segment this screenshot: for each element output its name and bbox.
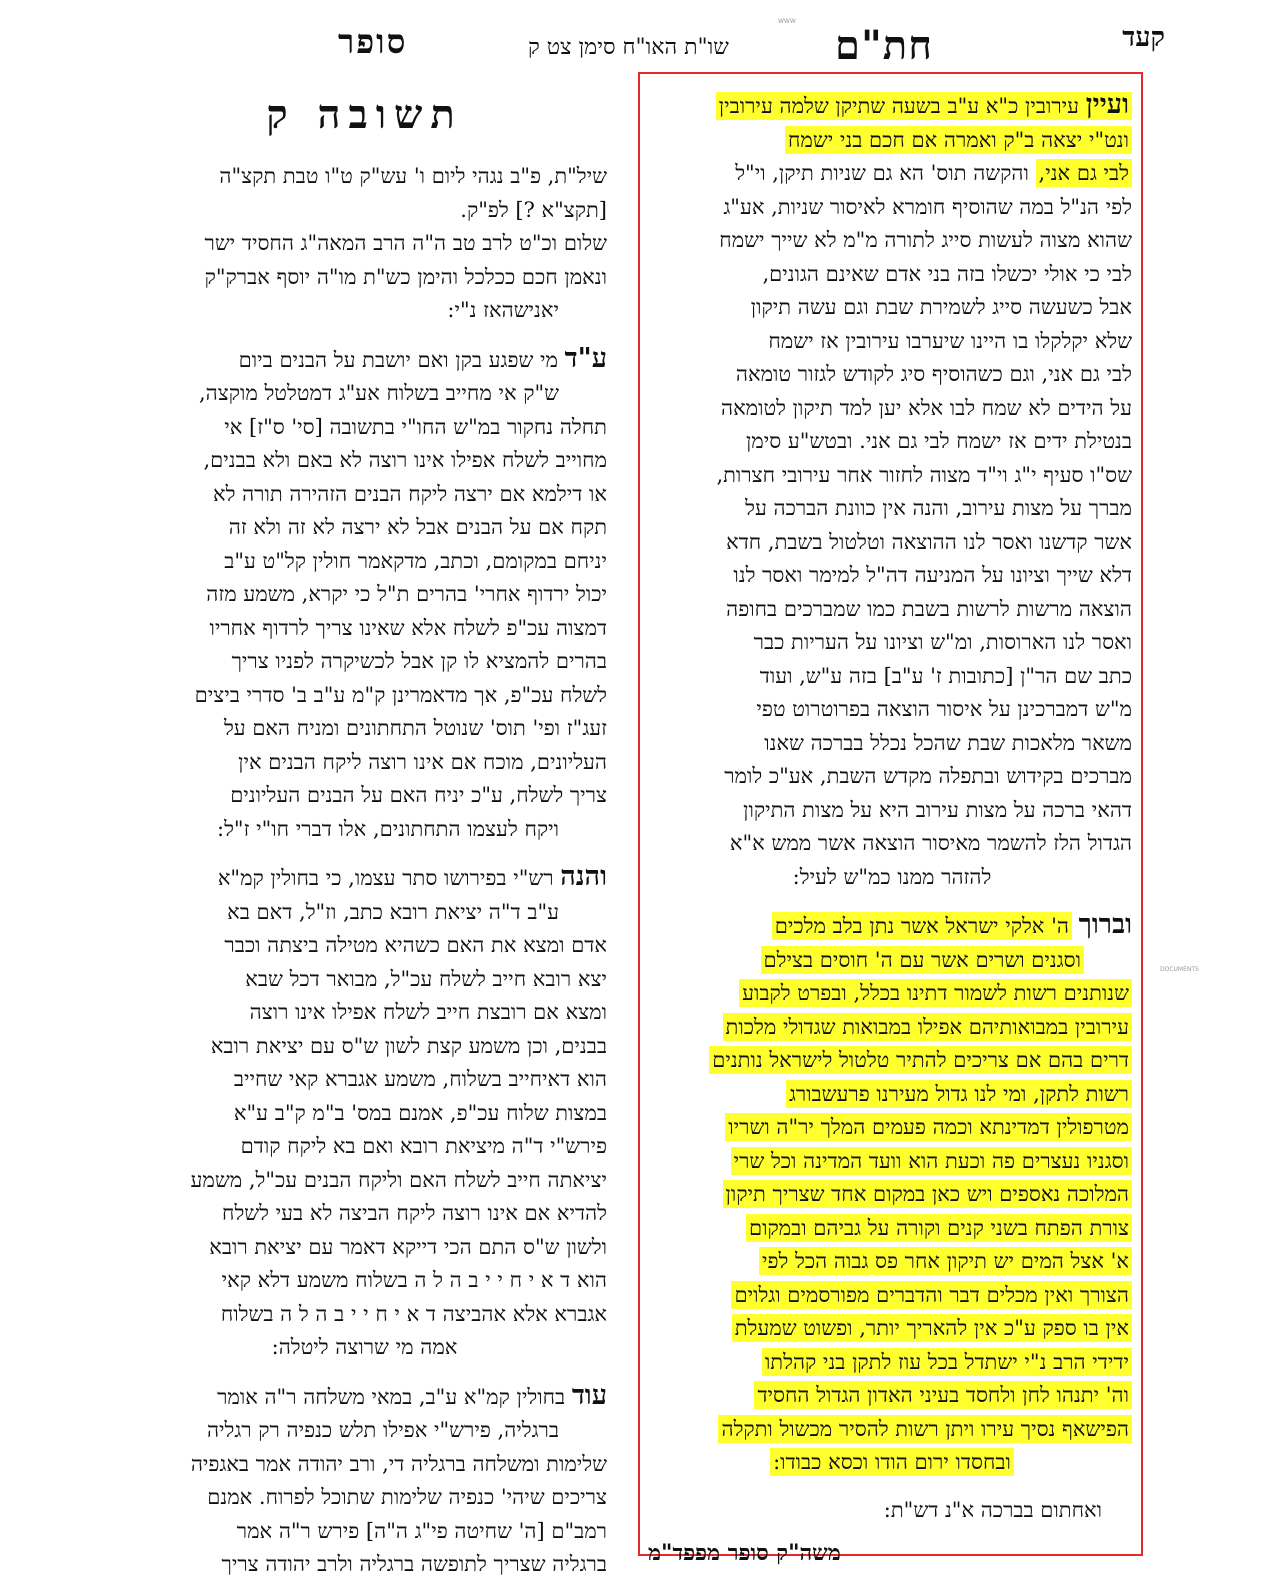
left-p1-lines-line: או דילמא אם ירצה ליקח הבנים הזהירה תורה לא	[212, 481, 607, 506]
right-p2-line-1: וברוך ה' אלקי ישראל אשר נתן בלב מלכים	[652, 908, 1132, 944]
section-title: תשובה ק	[266, 91, 463, 138]
left-intro	[122, 160, 607, 328]
right-p2-lines-line: הצורך ואין מכלים דבר והדברים מפורסמים וגלוים	[652, 1279, 1132, 1313]
left-p2-lines-line: אגברא אלא אהביצה ד א י ח י י ב ה ל ה בשלוח	[220, 1301, 607, 1326]
right-column	[652, 88, 1132, 1527]
right-p2-lines-line: דרים בהם אם צריכים להתיר טלטול לישראל נותנים	[652, 1044, 1132, 1078]
left-p3-lines-line: ברגליה, פירש"י אפילו תלש כנפיה רק רגליה	[206, 1418, 559, 1442]
right-p1-lines-line: לבי כי אולי יכשלו בזה בני אדם שאינם הגונים,	[762, 261, 1132, 286]
left-p3-line-1: עוד בחולין קמ"א ע"ב, במאי משלחה ר"ה אומר	[217, 1379, 607, 1411]
right-p2-lines-line: א' אצל המים יש תיקון אחר פס גבוה הכל לפי	[652, 1245, 1132, 1279]
right-p1-lines-line: שהוא מצוה לעשות סייג לתורה מ"מ לא שייך ישמח	[719, 228, 1132, 252]
right-p1-lines-line: שלא יקלקלו בו היינו שיערבו עירובין אז ישמח	[768, 328, 1132, 353]
right-p1-lines-line: אשר קדשנו ואסר לנו ההוצאה וטלטול בשבת, חדא	[726, 529, 1132, 554]
left-p2-lines-line: אמה מי שרוצה ליטלה:	[271, 1335, 458, 1359]
left-intro-line: [תקצ"א ?] לפ"ק.	[460, 197, 607, 222]
left-p1-lines-line: יכול ירדוף אחרי' בהרים ת"ל כי יקרא, משמע מזה	[206, 582, 607, 606]
right-p2-lines-line: מטרפולין דמדינתא וכמה פעמים המלך יר"ה ושריו	[652, 1111, 1132, 1145]
left-p1-lines-line: תקח אם על הבנים אבל לא ירצה לא זה ולא זה	[228, 515, 607, 539]
running-title: שו"ת האו"ח סימן צט ק	[528, 35, 729, 60]
right-p2-lines	[652, 977, 1132, 1446]
left-intro-line: שיל"ת, פ"ב נגהי ליום ו' עש"ק ט"ו טבת תקצ"ה	[219, 164, 607, 188]
right-p1-lines-line: דלא שייך וציונו על המניעה דה"ל למימר ואסר לנו	[733, 563, 1132, 587]
right-p2-lines-line: שנותנים רשות לשמור דתינו בכלל, ובפרט לקבוע	[652, 977, 1132, 1011]
closing-line: ואחתום בברכה א"נ דש"ת:	[883, 1497, 1102, 1522]
right-p1-lines-line: ואסר לנו הארוסות, ומ"ש וציונו על העריות כבר	[753, 630, 1132, 654]
right-p2-lines-line: צורת הפתח בשני קנים וקורה על גביהם ובמקום	[652, 1212, 1132, 1246]
right-p1-lines-line: מ"ש דמברכינן על איסור הוצאה בפרוטרוט טפי	[756, 697, 1132, 721]
right-p2-lines-line: אין בו ספק ע"כ אין להאריך יותר, ופשוט שמעלת	[652, 1312, 1132, 1346]
left-p1-lines-line: זעג"ז ופי' תוס' שנוטל התחתונים ומניח האם על	[223, 716, 607, 740]
left-p2-lines-line: אדם ומצא את האם כשהיא מטילה ביצתה וכבר	[224, 933, 607, 957]
right-p2-lines-line: ידידי הרב נ"י ישתדל בכל עוז לתקן בני קהלתו	[652, 1346, 1132, 1380]
tiny-side-mark: DOCUMENTS	[1160, 966, 1199, 973]
right-p1-line-2: ונט"י יצאה ב"ק ואמרה אם חכם בני ישמח	[652, 124, 1132, 158]
page-number: קעד	[1122, 22, 1165, 53]
right-p1-lines-line: אבל כשעשה סייג לשמירת שבת וגם עשה תיקון	[750, 295, 1132, 319]
left-p2-lines-line: להדיא אם אינו רוצה ליקח הביצה לא בעי לשלח	[222, 1201, 607, 1225]
left-p2-lines-line: ומצא אם רובצת חייב לשלח אפילו אינו רוצה	[249, 1000, 607, 1024]
right-p1-lines-line: הוצאה מרשות לרשות בשבת כמו שמברכים בחופה	[726, 596, 1132, 621]
left-p2-lines-line: ולשון ש"ס התם הכי דייקא דאמר עם יציאת רובא	[209, 1234, 607, 1259]
left-p1-lines-line: מחוייב לשלח אפילו אינו רוצה לא באם ולא בבנים,	[203, 448, 607, 472]
left-p3-lines	[122, 1414, 607, 1582]
right-p2-lines-line: רשות לתקן, ומי לנו גדול מעירנו פרעשבורג	[652, 1078, 1132, 1112]
left-p2-lines	[122, 896, 607, 1365]
left-column	[122, 90, 607, 1582]
left-p1-lines-line: דמצוה עכ"פ לשלח אלא שאינו צריך לרדוף אחריו	[209, 615, 607, 640]
right-p1-lines-line: על הידים לא שמח לבו אלא יען למד תיקון לטומאה	[721, 395, 1132, 420]
left-p2-lines-line: יצא רובא חייב לשלח עכ"ל, מבואר דכל שבא	[245, 966, 607, 991]
right-p2-lines-line: וה' יתנהו לחן ולחסד בעיני האדון הגדול החסיד	[652, 1379, 1132, 1413]
right-p1-lines-line: להזהר ממנו כמ"ש לעיל:	[792, 864, 992, 889]
left-p1-lines-line: ש"ק אי מחייב בשלוח אע"ג דמטלטל מוקצה,	[198, 381, 559, 405]
signature-footer: משה"ק סופר מפפד"מ	[648, 1540, 841, 1566]
right-p1-lines	[652, 191, 1132, 895]
right-p1-lines-line: שס"ו סעיף י"ג וי"ד מצוה לחזור אחר עירובי חצרות,	[716, 462, 1132, 487]
left-p3-lead: עוד	[571, 1379, 607, 1411]
right-p1-lines-line: לפי הנ"ל במה שהוסיף חומרא לאיסור שניות, אע"ג	[723, 194, 1132, 219]
book-title: חת"ם	[835, 22, 933, 69]
right-p2-lines-line: עירובין במבואותיהם אפילו במבואות שגדולי מלכות	[652, 1011, 1132, 1045]
right-p2-lines-line: הפישאף נסיך עירו ויתן רשות להסיר מכשול ותקלה	[652, 1413, 1132, 1447]
left-p3-lines-line: ברגליה שצריך לתופשה ברגליה ולרב יהודה צריך	[221, 1552, 607, 1576]
left-p1-lines-line: העליונים, מוכח אם אינו רוצה ליקח הבנים אין	[238, 749, 607, 774]
left-p1-lines-line: לשלח עכ"פ, אך מדאמרינן ק"מ ע"ב ב' סדרי ביצים	[194, 682, 607, 707]
left-p2-lines-line: פירש"י ד"ה מיציאת רובא ואם בא ליקח קודם	[240, 1134, 607, 1158]
right-p1-lines-line: מברכים בקידוש ובתפלה מקדש השבת, אע"כ לומר	[724, 764, 1132, 788]
left-p1-lines	[122, 377, 607, 846]
left-p2-lines-line: בבנים, וכן משמע קצת לשון ש"ס עם יציאת רובא	[210, 1033, 607, 1058]
left-intro-line: ונאמן חכם ככלכל והימן כש"ת מו"ה יוסף אברק"ק	[204, 264, 607, 289]
right-p1-line-1: ועיין עירובין כ"א ע"ב בשעה שתיקן שלמה עירובין	[652, 88, 1132, 124]
left-p3-lines-line: צריכים שיהי' כנפיה שלימות שתוכל לפרוח. אמנם	[207, 1485, 607, 1509]
right-p1-lines-line: דהאי ברכה על מצות עירוב היא על מצות התיקון	[743, 797, 1132, 822]
left-intro-line: שלום וכ"ט לרב טב ה"ה הרב המאה"ג החסיד ישר	[204, 231, 607, 255]
book-title-left: סופר	[338, 22, 408, 61]
left-p1-lines-line: יניחם במקומם, וכתב, מדקאמר חולין קל"ט ע"ב	[224, 548, 607, 573]
left-p1-lines-line: צריך לשלח, ע"כ יניח האם על הבנים העליונים	[230, 783, 607, 807]
left-p1-lines-line: תחלה נחקור במ"ש החו"י בתשובה [סי' ס"ז] אי	[224, 414, 607, 439]
right-p1-lines-line: כתב שם הר"ן [כתובות ז' ע"ב] בזה ע"ש, ועוד	[759, 663, 1132, 688]
left-p1-line-1: ע"ד מי שפגע בקן ואם יושבת על הבנים ביום	[238, 342, 607, 374]
left-p1-lines-line: ויקח לעצמו התחתונים, אלו דברי חו"י ז"ל:	[217, 816, 559, 841]
right-p1-lines-line: מברך על מצות עירוב, והנה אין כוונת הברכה על	[745, 496, 1132, 520]
left-p2-line-1: והנה רש"י בפירושו סתר עצמו, כי בחולין קמ"א	[217, 861, 607, 892]
right-p1-lines-line: משאר מלאכות שבת שהכל נכלל בברכה שאנו	[764, 730, 1132, 755]
right-p1-lines-line: הגדול הלז להשמר מאיסור הוצאה אשר ממש א"א	[729, 831, 1132, 855]
right-p2-lines-line: וסגניו נעצרים פה וכעת הוא וועד המדינה וכל שרי	[652, 1145, 1132, 1179]
left-p1-lead: ע"ד	[564, 342, 607, 374]
right-p1-lead: ועיין	[1085, 89, 1129, 120]
right-p2-line-2: וסגנים ושרים אשר עם ה' חוסים בצילם	[652, 944, 1132, 978]
right-p2-last: ובחסדו ירום הודו וכסא כבודו:	[652, 1446, 1132, 1480]
right-p1-line-3: לבי גם אני, והקשה תוס' הא גם שניות תיקן, וי"ל	[652, 157, 1132, 191]
left-p3-lines-line: שלימות ומשלחה ברגליה די, ורב יהודה אמר באגפיה	[190, 1451, 607, 1476]
left-intro-line: יאנישהאז נ"י:	[447, 298, 559, 322]
left-p2-lead: והנה	[560, 861, 607, 892]
left-p2-lines-line: הוא דאיחייב בשלוח, משמע אגברא קאי שחייב	[233, 1067, 607, 1091]
right-p2-lead: וברוך	[1078, 909, 1132, 940]
right-p1-lines-line: בנטילת ידים אז ישמח לבי גם אני. ובטש"ע סימן	[745, 429, 1132, 453]
right-p2-lines-line: המלוכה נאספים ויש כאן במקום אחד שצריך תיקון	[652, 1178, 1132, 1212]
left-p2-lines-line: הוא ד א י ח י י ב ה ל ה בשלוח משמע דלא קאי	[221, 1268, 607, 1292]
tiny-top-mark: WWW	[778, 18, 796, 25]
left-p2-lines-line: ע"ב ד"ה יציאת רובא כתב, וז"ל, דאם בא	[227, 899, 559, 924]
left-p2-lines-line: יציאתה חייב לשלח האם וליקח הבנים עכ"ל, משמע	[190, 1167, 607, 1192]
left-p2-lines-line: במצות שלוח עכ"פ, אמנם במס' ב"מ ק"ב ע"א	[233, 1100, 607, 1125]
right-p1-lines-line: לבי גם אני, וגם כשהוסיף סיג לקודש לגזור טומאה	[735, 362, 1132, 386]
left-p3-lines-line: רמב"ם [ה' שחיטה פי"ג ה"ה] פירש ר"ה אמר	[236, 1518, 607, 1543]
left-p1-lines-line: בהרים להמציא לו קן אבל לכשיקרה לפניו צריך	[231, 649, 607, 673]
